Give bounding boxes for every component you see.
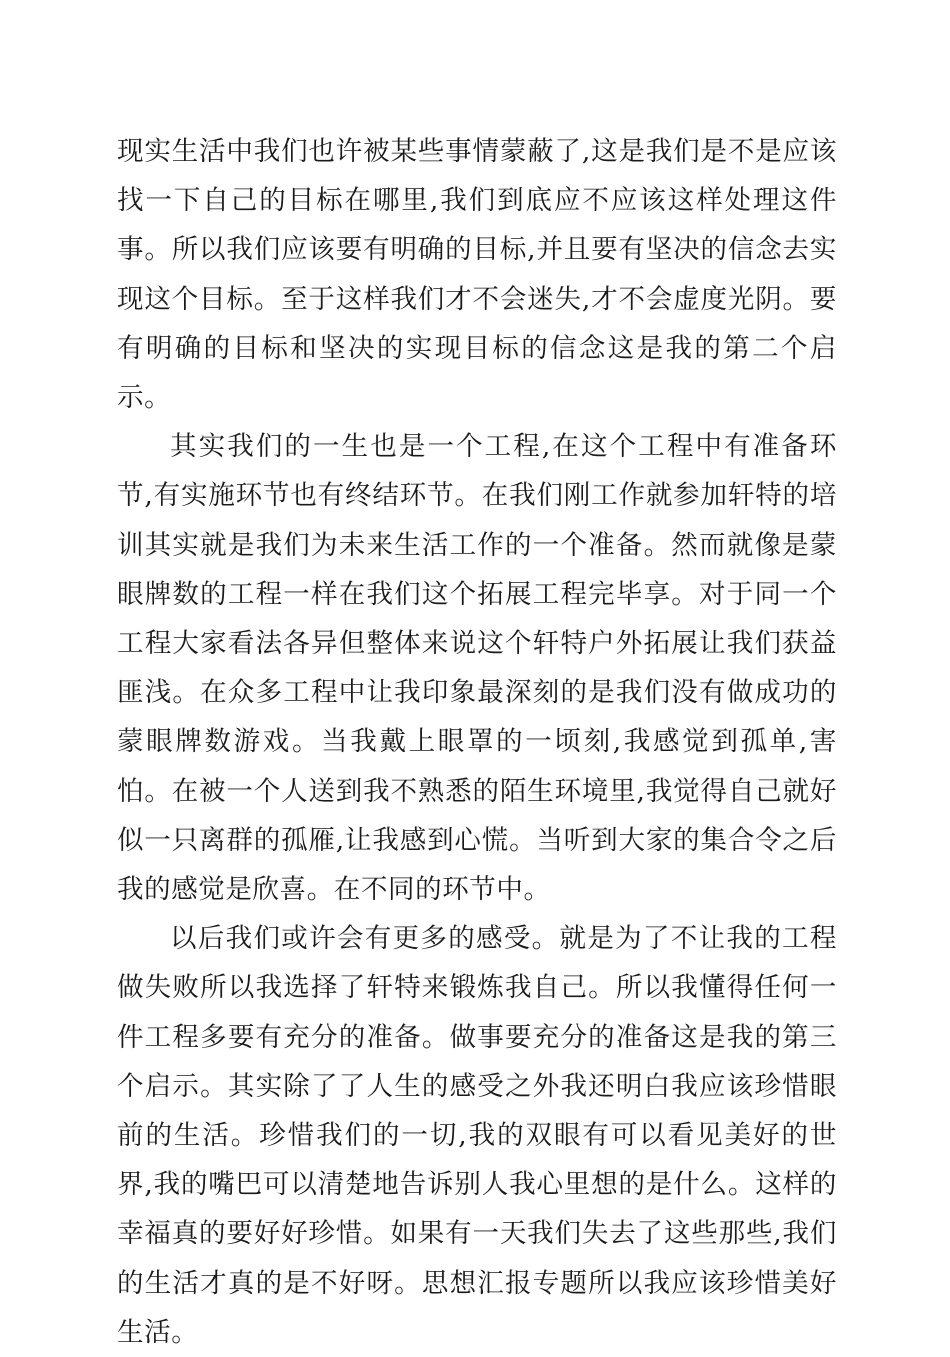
paragraph-2: 其实我们的一生也是一个工程,在这个工程中有准备环节,有实施环节也有终结环节。在我们刚工作就参加轩特的培训其实就是我们为未来生活工作的一个准备。然而就像是蒙眼牌数的工程一样在我们这个拓展工程完毕享。对于同一个工程大家看法各异但整体来说这个轩特户外拓展让我们获益匪浅。在众多工程中让我印象最深刻的是我们没有做成功的蒙眼牌数游戏。当我戴上眼罩的一顷刻,我感觉到孤单,害怕。在被一个人送到我不熟悉的陌生环境里,我觉得自己就好似一只离群的孤雁,让我感到心慌。当听到大家的集合令之后我的感觉是欣喜。在不同的环节中。 — [117, 431, 837, 906]
paragraph-1: 现实生活中我们也许被某些事情蒙蔽了,这是我们是不是应该找一下自己的目标在哪里,我们到底应不应该这样处理这件事。所以我们应该要有明确的目标,并且要有坚决的信念去实现这个目标。至于这样我们才不会迷失,才不会虚度光阴。要有明确的目标和坚决的实现目标的信念这是我的第二个启示。 — [117, 136, 837, 414]
document-body — [117, 127, 837, 1357]
paragraph-3: 以后我们或许会有更多的感受。就是为了不让我的工程做失败所以我选择了轩特来锻炼我自己。所以我懂得任何一件工程多要有充分的准备。做事要充分的准备这是我的第三个启示。其实除了了人生的感受之外我还明白我应该珍惜眼前的生活。珍惜我们的一切,我的双眼有可以看见美好的世界,我的嘴巴可以清楚地告诉别人我心里想的是什么。这样的幸福真的要好好珍惜。如果有一天我们失去了这些那些,我们的生活才真的是不好呀。思想汇报专题所以我应该珍惜美好生活。 — [117, 923, 837, 1348]
